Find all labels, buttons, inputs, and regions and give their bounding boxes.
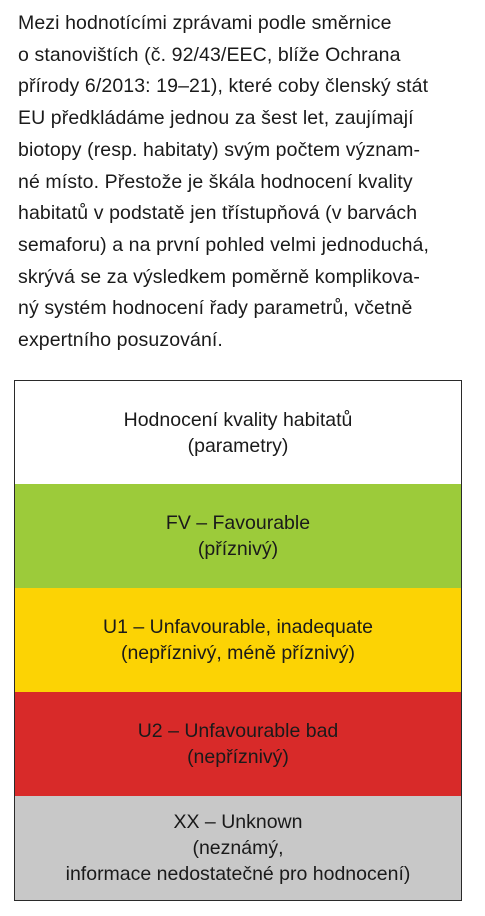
intro-line: semaforu) a na první pohled velmi jednoduchá,: [18, 233, 429, 256]
row-label: U2 – Unfavourable bad: [137, 720, 339, 742]
intro-line: přírody 6/2013: 19–21), které coby členský stát: [18, 75, 429, 98]
intro-paragraph: [18, 8, 470, 357]
intro-line: Mezi hodnotícími zprávami podle směrnice: [18, 12, 392, 34]
row-translation: (příznivý): [197, 538, 279, 560]
table-header-row: [15, 381, 461, 484]
intro-line: né místo. Přestože je škála hodnocení kvality: [18, 170, 413, 193]
intro-line: skrývá se za výsledkem poměrně komplikova-: [18, 265, 420, 288]
table-row-unknown: [15, 796, 461, 900]
row-translation: (nepříznivý, méně příznivý): [120, 642, 356, 664]
table-header-subtitle: (parametry): [187, 434, 289, 457]
intro-line: expertního posuzování.: [18, 329, 223, 352]
habitat-quality-table: [14, 380, 462, 901]
row-label: XX – Unknown: [173, 811, 303, 833]
intro-line: ný systém hodnocení řady parametrů, včetně: [18, 297, 413, 320]
row-translation: (neznámý,: [192, 837, 284, 859]
intro-line: habitatů v podstatě jen třístupňová (v barvách: [18, 202, 418, 225]
row-label: U1 – Unfavourable, inadequate: [103, 616, 373, 638]
table-row-unfavourable-bad: [15, 692, 461, 796]
intro-line: biotopy (resp. habitaty) svým počtem význam-: [18, 138, 421, 161]
intro-line: EU předkládáme jednou za šest let, zaujímají: [18, 107, 414, 130]
row-translation: (nepříznivý): [187, 746, 289, 768]
row-note: informace nedostatečné pro hodnocení): [65, 863, 411, 885]
intro-line: o stanovištích (č. 92/43/EEC, blíže Ochrana: [18, 43, 401, 66]
table-row-favourable: [15, 484, 461, 588]
row-label: FV – Favourable: [165, 512, 311, 534]
table-row-unfavourable-inadequate: [15, 588, 461, 692]
table-header-title: Hodnocení kvality habitatů: [123, 408, 353, 431]
